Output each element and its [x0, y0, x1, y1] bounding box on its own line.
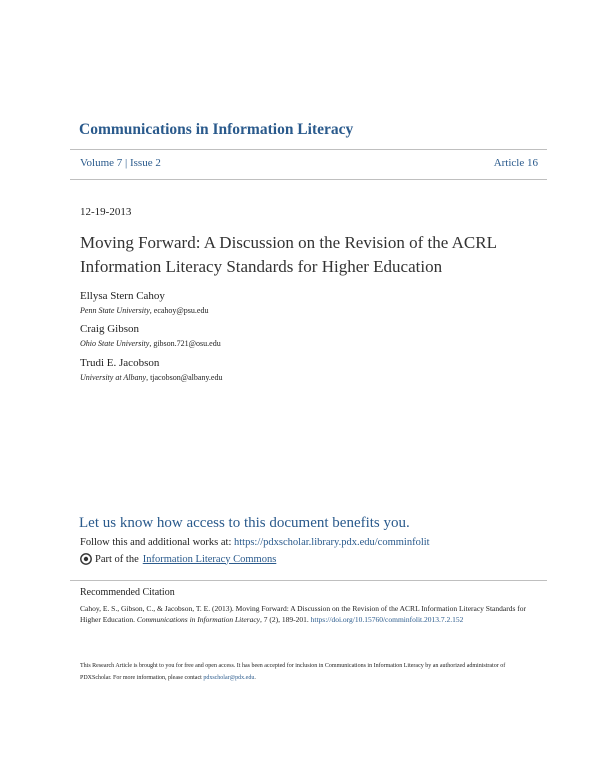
publication-date: 12-19-2013 — [80, 206, 132, 218]
commons-link[interactable]: Information Literacy Commons — [142, 553, 277, 565]
journal-title[interactable]: Communications in Information Literacy — [79, 121, 354, 138]
footer-notice — [80, 660, 530, 684]
citation-details: , 7 (2), 189-201. — [259, 615, 311, 624]
author-email: , gibson.721@osu.edu — [149, 339, 221, 348]
volume-issue — [80, 157, 161, 169]
part-of-label: Part of the — [95, 553, 139, 565]
author-email: , ecahoy@psu.edu — [149, 306, 209, 315]
contact-email-link[interactable]: pdxscholar@pdx.edu — [203, 675, 255, 681]
citation-divider — [70, 580, 547, 581]
follow-line — [80, 537, 430, 548]
follow-label: Follow this and additional works at: — [80, 537, 234, 548]
author-name: Trudi E. Jacobson — [80, 357, 160, 369]
collection-link[interactable]: https://pdxscholar.library.pdx.edu/comminfolit — [234, 537, 430, 548]
author-name: Craig Gibson — [80, 323, 139, 335]
citation-heading: Recommended Citation — [80, 587, 175, 598]
author-affiliation — [80, 373, 222, 382]
footer-end: . — [254, 675, 256, 681]
creative-commons-icon — [80, 553, 92, 565]
author-email: , tjacobson@albany.edu — [146, 373, 223, 382]
affiliation-institution: Ohio State University — [80, 339, 150, 348]
doi-link[interactable]: https://doi.org/10.15760/comminfolit.2013.7.2.152 — [310, 615, 464, 624]
author-affiliation — [80, 306, 208, 315]
citation-body: Cahoy, E. S., Gibson, C., & Jacobson, T. E. (2013). Moving Forward: A Discussion on the Revision of the ACRL Information Literacy Standards for Higher Education. — [80, 604, 526, 624]
article-number[interactable]: Article 16 — [493, 157, 538, 169]
article-title: Moving Forward: A Discussion on the Revision of the ACRL Information Literacy Standards for Higher Education — [80, 233, 497, 276]
header-divider-top — [70, 149, 547, 150]
affiliation-institution: Penn State University — [80, 306, 150, 315]
part-of-line — [80, 553, 276, 565]
footer-text: This Research Article is brought to you for free and open access. It has been accepted for inclusion in Communications in Information Literacy by an authorized administrator of PDXScholar. For more information, please contact — [80, 663, 506, 681]
citation-text — [80, 603, 530, 625]
volume-link[interactable]: Volume 7 — [80, 157, 123, 169]
citation-journal: Communications in Information Literacy — [136, 615, 260, 624]
feedback-link[interactable]: Let us know how access to this document benefits you. — [79, 515, 410, 531]
issue-link[interactable]: Issue 2 — [129, 157, 161, 169]
author-name: Ellysa Stern Cahoy — [80, 290, 165, 302]
author-affiliation — [80, 339, 221, 348]
header-divider-bottom — [70, 179, 547, 180]
volume-issue-separator: | — [122, 157, 130, 169]
affiliation-institution: University at Albany — [80, 373, 147, 382]
